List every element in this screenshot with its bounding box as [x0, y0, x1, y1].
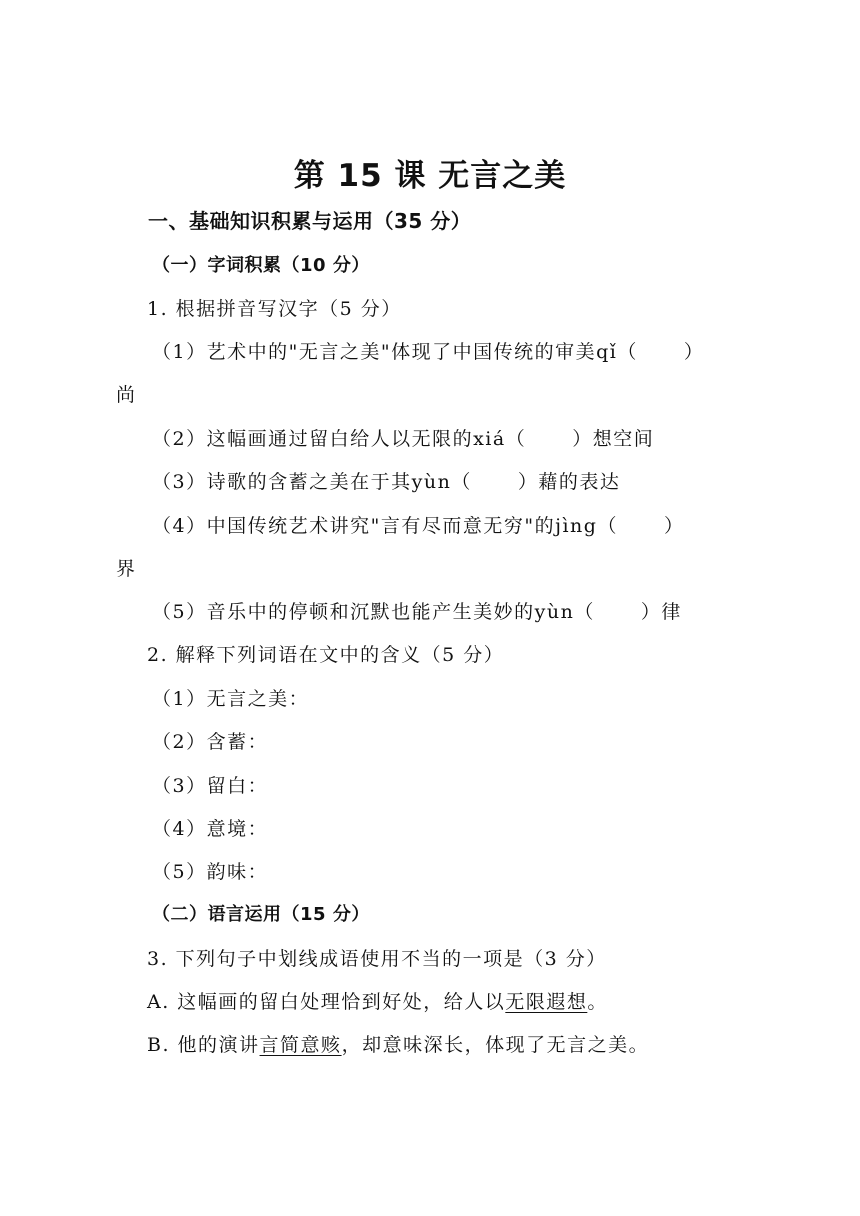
pinyin: jìng: [555, 515, 598, 537]
question-2-item-1: （1）无言之美：: [152, 688, 310, 710]
section-heading-basic-knowledge: 一、基础知识积累与运用（35 分）: [148, 209, 472, 233]
question-3-option-a: [147, 987, 608, 1017]
item-text: （1）艺术中的"无言之美"体现了中国传统的审美: [152, 341, 597, 363]
option-text-end: 。: [587, 991, 608, 1013]
subsection-heading-word-accumulation: （一）字词积累（10 分）: [152, 255, 370, 276]
pinyin: qǐ: [596, 341, 618, 363]
question-2-item-5: （5）韵味：: [152, 861, 269, 883]
question-1-item-4-wrap: 界: [116, 558, 137, 580]
option-text: B. 他的演讲: [147, 1034, 260, 1056]
question-2-stem: 2. 解释下列词语在文中的含义（5 分）: [147, 644, 505, 666]
question-1-item-3: [152, 467, 620, 497]
pinyin: yùn: [534, 601, 575, 623]
question-1-item-5: [152, 597, 682, 627]
pinyin: xiá: [473, 428, 506, 450]
item-text: （4）中国传统艺术讲究"言有尽而意无穷"的: [152, 515, 556, 537]
question-2-item-2: （2）含蓄：: [152, 731, 269, 753]
item-text: （2）这幅画通过留白给人以无限的: [152, 428, 474, 450]
question-1-stem: 1. 根据拼音写汉字（5 分）: [147, 298, 402, 320]
bracket-close: ）: [663, 515, 685, 537]
pinyin: yùn: [411, 471, 452, 493]
item-text: （3）诗歌的含蓄之美在于其: [152, 471, 412, 493]
bracket-close: ）藉的表达: [517, 471, 621, 493]
option-text-end: ，却意味深长，体现了无言之美。: [341, 1034, 650, 1056]
bracket-close: ）: [683, 341, 705, 363]
subsection-heading-language-use: （二）语言运用（15 分）: [152, 904, 370, 925]
bracket-open: （: [574, 601, 595, 623]
option-text: A. 这幅画的留白处理恰到好处，给人以: [147, 991, 506, 1013]
bracket-open: （: [597, 515, 618, 537]
bracket-close: ）想空间: [572, 428, 655, 450]
bracket-close: ）律: [640, 601, 682, 623]
question-1-item-1: [152, 337, 704, 367]
question-3-stem: 3. 下列句子中划线成语使用不当的一项是（3 分）: [147, 948, 607, 970]
page-title: 第 15 课 无言之美: [293, 158, 567, 194]
question-1-item-4: [152, 511, 684, 541]
bracket-open: （: [451, 471, 472, 493]
underlined-idiom: 言简意赅: [259, 1034, 342, 1056]
underlined-idiom: 无限遐想: [505, 991, 588, 1013]
question-2-item-3: （3）留白：: [152, 775, 269, 797]
bracket-open: （: [505, 428, 527, 450]
question-1-item-2: [152, 424, 654, 454]
question-3-option-b: [147, 1030, 649, 1060]
item-text: （5）音乐中的停顿和沉默也能产生美妙的: [152, 601, 535, 623]
question-2-item-4: （4）意境：: [152, 818, 269, 840]
bracket-open: （: [617, 341, 638, 363]
question-1-item-1-wrap: 尚: [116, 384, 137, 406]
